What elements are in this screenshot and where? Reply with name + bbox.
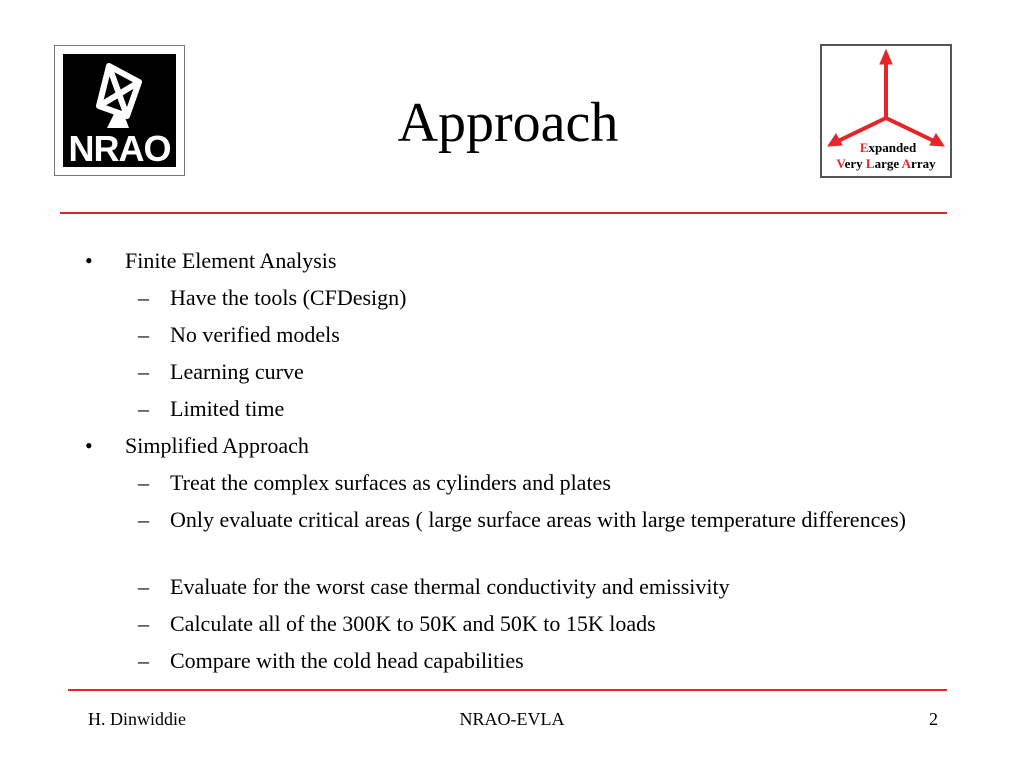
sub-bullet-item [138, 320, 928, 350]
bullet-marker: • [85, 248, 93, 273]
bullet-text: Simplified Approach [125, 433, 309, 458]
sub-bullet-text: Only evaluate critical areas ( large surface areas with large temperature differences) [170, 507, 906, 532]
sub-bullet-marker: – [138, 359, 149, 384]
sub-bullet-marker: – [138, 507, 149, 532]
sub-bullet-item [138, 283, 928, 313]
sub-bullet-marker: – [138, 648, 149, 673]
slide-title: Approach [397, 92, 619, 154]
bullet-text: Finite Element Analysis [125, 248, 337, 273]
footer-center-label: NRAO-EVLA [459, 709, 565, 729]
sub-bullet-text: Treat the complex surfaces as cylinders and plates [170, 470, 611, 495]
sub-bullet-marker: – [138, 322, 149, 347]
nrao-logo-text: NRAO [68, 128, 171, 169]
sub-bullet-marker: – [138, 396, 149, 421]
sub-bullet-text: Evaluate for the worst case thermal conductivity and emissivity [170, 574, 730, 599]
sub-bullet-text: Learning curve [170, 359, 304, 384]
sub-bullet-marker: – [138, 611, 149, 636]
sub-bullet-item [138, 357, 928, 387]
sub-bullet-item [138, 394, 928, 424]
sub-bullet-text: No verified models [170, 322, 340, 347]
evla-logo-line2: Very Large Array [836, 156, 936, 171]
bullet-item [85, 246, 336, 276]
sub-bullet-text: Limited time [170, 396, 285, 421]
sub-bullet-item [138, 646, 928, 676]
footer-author: H. Dinwiddie [88, 709, 186, 729]
sub-bullet-text: Calculate all of the 300K to 50K and 50K to 15K loads [170, 611, 656, 636]
sub-bullet-marker: – [138, 574, 149, 599]
sub-bullet-marker: – [138, 285, 149, 310]
sub-bullet-item [138, 468, 928, 498]
sub-bullet-item [138, 505, 928, 535]
footer-divider [68, 689, 947, 691]
sub-bullet-marker: – [138, 470, 149, 495]
sub-bullet-item [138, 572, 928, 602]
evla-logo-line1: Expanded [859, 140, 917, 155]
bullet-item [85, 431, 309, 461]
footer-page-number: 2 [929, 709, 938, 729]
bullet-marker: • [85, 433, 93, 458]
sub-bullet-item [138, 609, 928, 639]
sub-bullet-text: Compare with the cold head capabilities [170, 648, 524, 673]
sub-bullet-text: Have the tools (CFDesign) [170, 285, 407, 310]
title-divider [60, 212, 947, 214]
